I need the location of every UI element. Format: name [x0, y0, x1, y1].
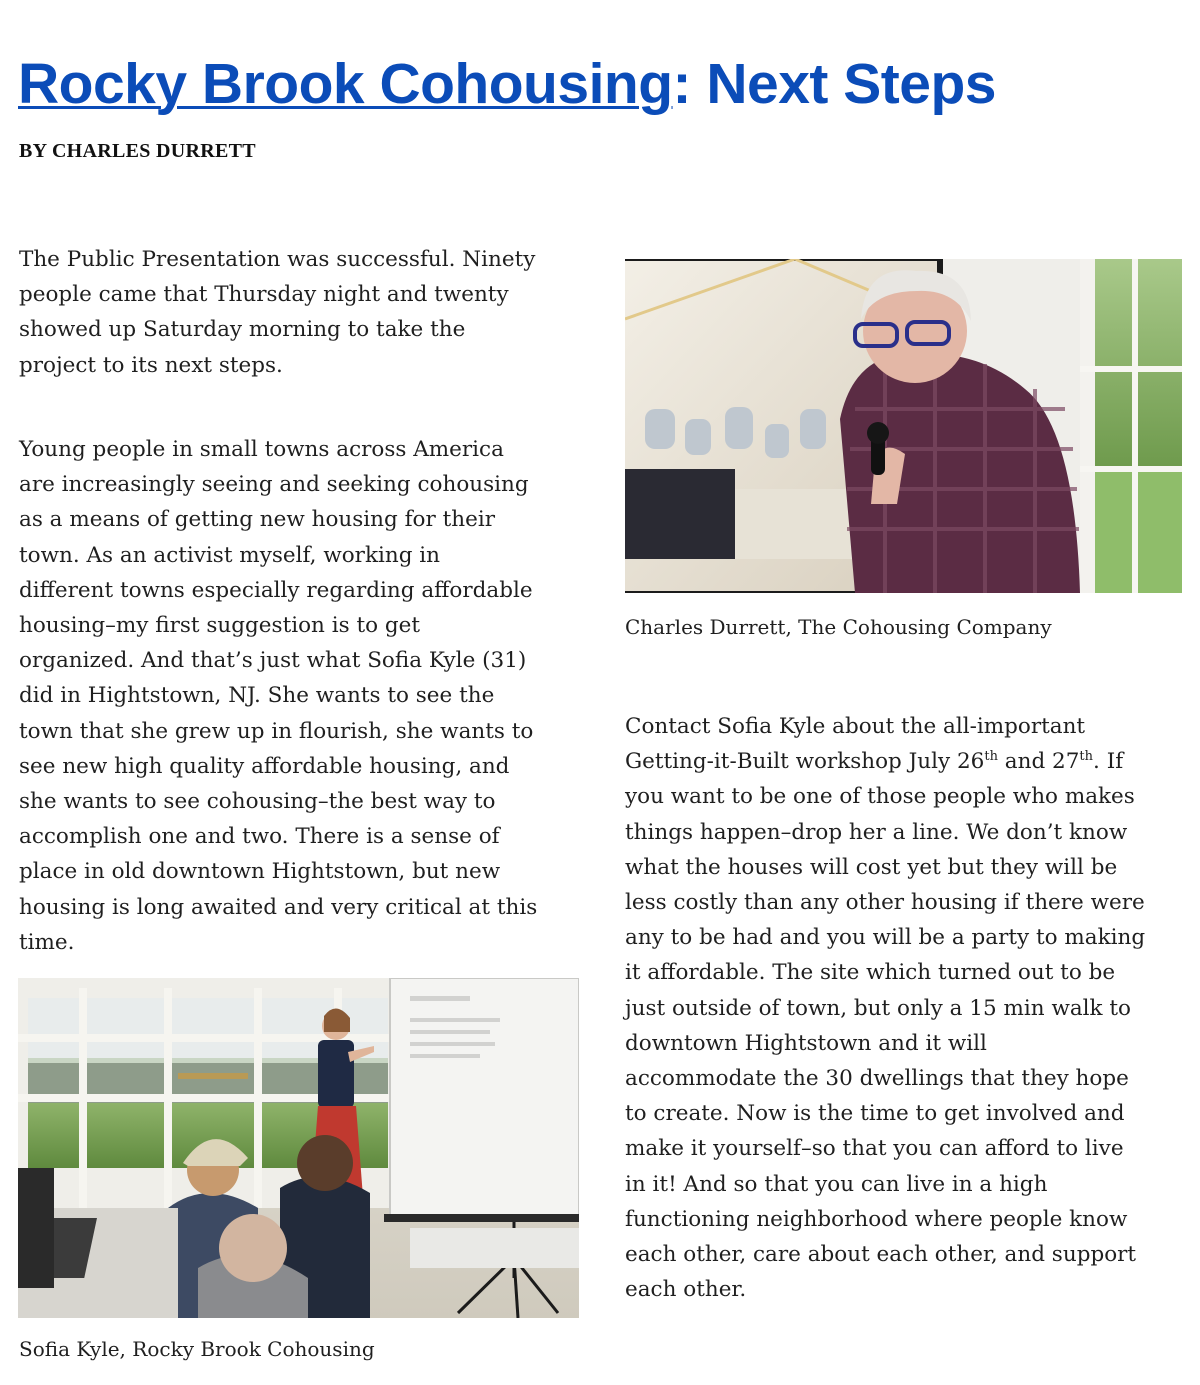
text-line: are increasingly seeing and seeking cohousing	[19, 472, 529, 498]
text-line: different towns especially regarding affordable	[19, 577, 533, 603]
intro-paragraph	[19, 242, 535, 383]
text-line: see new high quality affordable housing, and	[19, 753, 510, 779]
text-line: each other.	[625, 1277, 747, 1303]
contact-paragraph	[625, 709, 1145, 1307]
workshop-text: . If	[1093, 749, 1124, 775]
ordinal-suffix: th	[984, 749, 998, 765]
text-line: town. As an activist myself, working in	[19, 542, 441, 568]
text-line: in it! And so that you can live in a high	[625, 1171, 1048, 1197]
text-line: just outside of town, but only a 15 min walk to	[625, 995, 1131, 1021]
text-line: Young people in small towns across America	[19, 437, 504, 462]
text-line: less costly than any other housing if there were	[625, 890, 1145, 916]
text-line: did in Hightstown, NJ. She wants to see the	[19, 683, 495, 709]
sofia-kyle-photo	[18, 978, 579, 1318]
text-line: showed up Saturday morning to take the	[19, 317, 466, 343]
text-line: downtown Hightstown and it will	[625, 1030, 987, 1056]
title-suffix: : Next Steps	[672, 52, 996, 116]
text-line: functioning neighborhood where people know	[625, 1206, 1128, 1232]
text-line: she wants to see cohousing–the best way to	[19, 789, 496, 815]
text-line: The Public Presentation was successful. Ninety	[19, 247, 536, 272]
text-line: to create. Now is the time to get involved and	[625, 1101, 1125, 1127]
text-line: things happen–drop her a line. We don’t know	[625, 819, 1128, 845]
text-line: housing–my first suggestion is to get	[19, 613, 420, 639]
text-line: place in old downtown Hightstown, but new	[19, 859, 501, 885]
text-line: it affordable. The site which turned out to be	[625, 960, 1116, 986]
text-line: organized. And that’s just what Sofia Kyle (31)	[19, 648, 527, 674]
title-link[interactable]: Rocky Brook Cohousing	[18, 52, 673, 116]
speaker-illustration	[625, 259, 1182, 593]
text-line: accommodate the 30 dwellings that they hope	[625, 1066, 1129, 1092]
text-line: each other, care about each other, and support	[625, 1242, 1137, 1268]
text-line: Contact Sofia Kyle about the all-important	[625, 714, 1086, 739]
text-line: accomplish one and two. There is a sense of	[19, 824, 500, 850]
text-line: what the houses will cost yet but they will be	[625, 854, 1118, 880]
workshop-text: and 27	[997, 749, 1080, 775]
charles-photo-caption: Charles Durrett, The Cohousing Company	[625, 615, 1052, 639]
presentation-room-illustration	[18, 978, 579, 1318]
charles-durrett-photo	[625, 259, 1182, 593]
text-line: time.	[19, 929, 75, 955]
article-title	[18, 48, 1188, 120]
byline: BY CHARLES DURRETT	[19, 140, 256, 162]
sofia-photo-caption: Sofia Kyle, Rocky Brook Cohousing	[19, 1337, 375, 1361]
text-line: you want to be one of those people who makes	[625, 784, 1135, 810]
text-line: project to its next steps.	[19, 352, 283, 378]
text-line: make it yourself–so that you can afford to live	[625, 1136, 1124, 1162]
text-line: any to be had and you will be a party to making	[625, 925, 1146, 951]
activism-paragraph	[19, 432, 537, 960]
text-line: as a means of getting new housing for their	[19, 507, 495, 533]
text-line	[625, 744, 1145, 779]
workshop-text: Getting-it-Built workshop July 26	[625, 749, 985, 775]
ordinal-suffix: th	[1079, 749, 1094, 765]
text-line: people came that Thursday night and twenty	[19, 282, 509, 308]
text-line: housing is long awaited and very critical at this	[19, 894, 538, 920]
text-line: town that she grew up in flourish, she wants to	[19, 718, 534, 744]
